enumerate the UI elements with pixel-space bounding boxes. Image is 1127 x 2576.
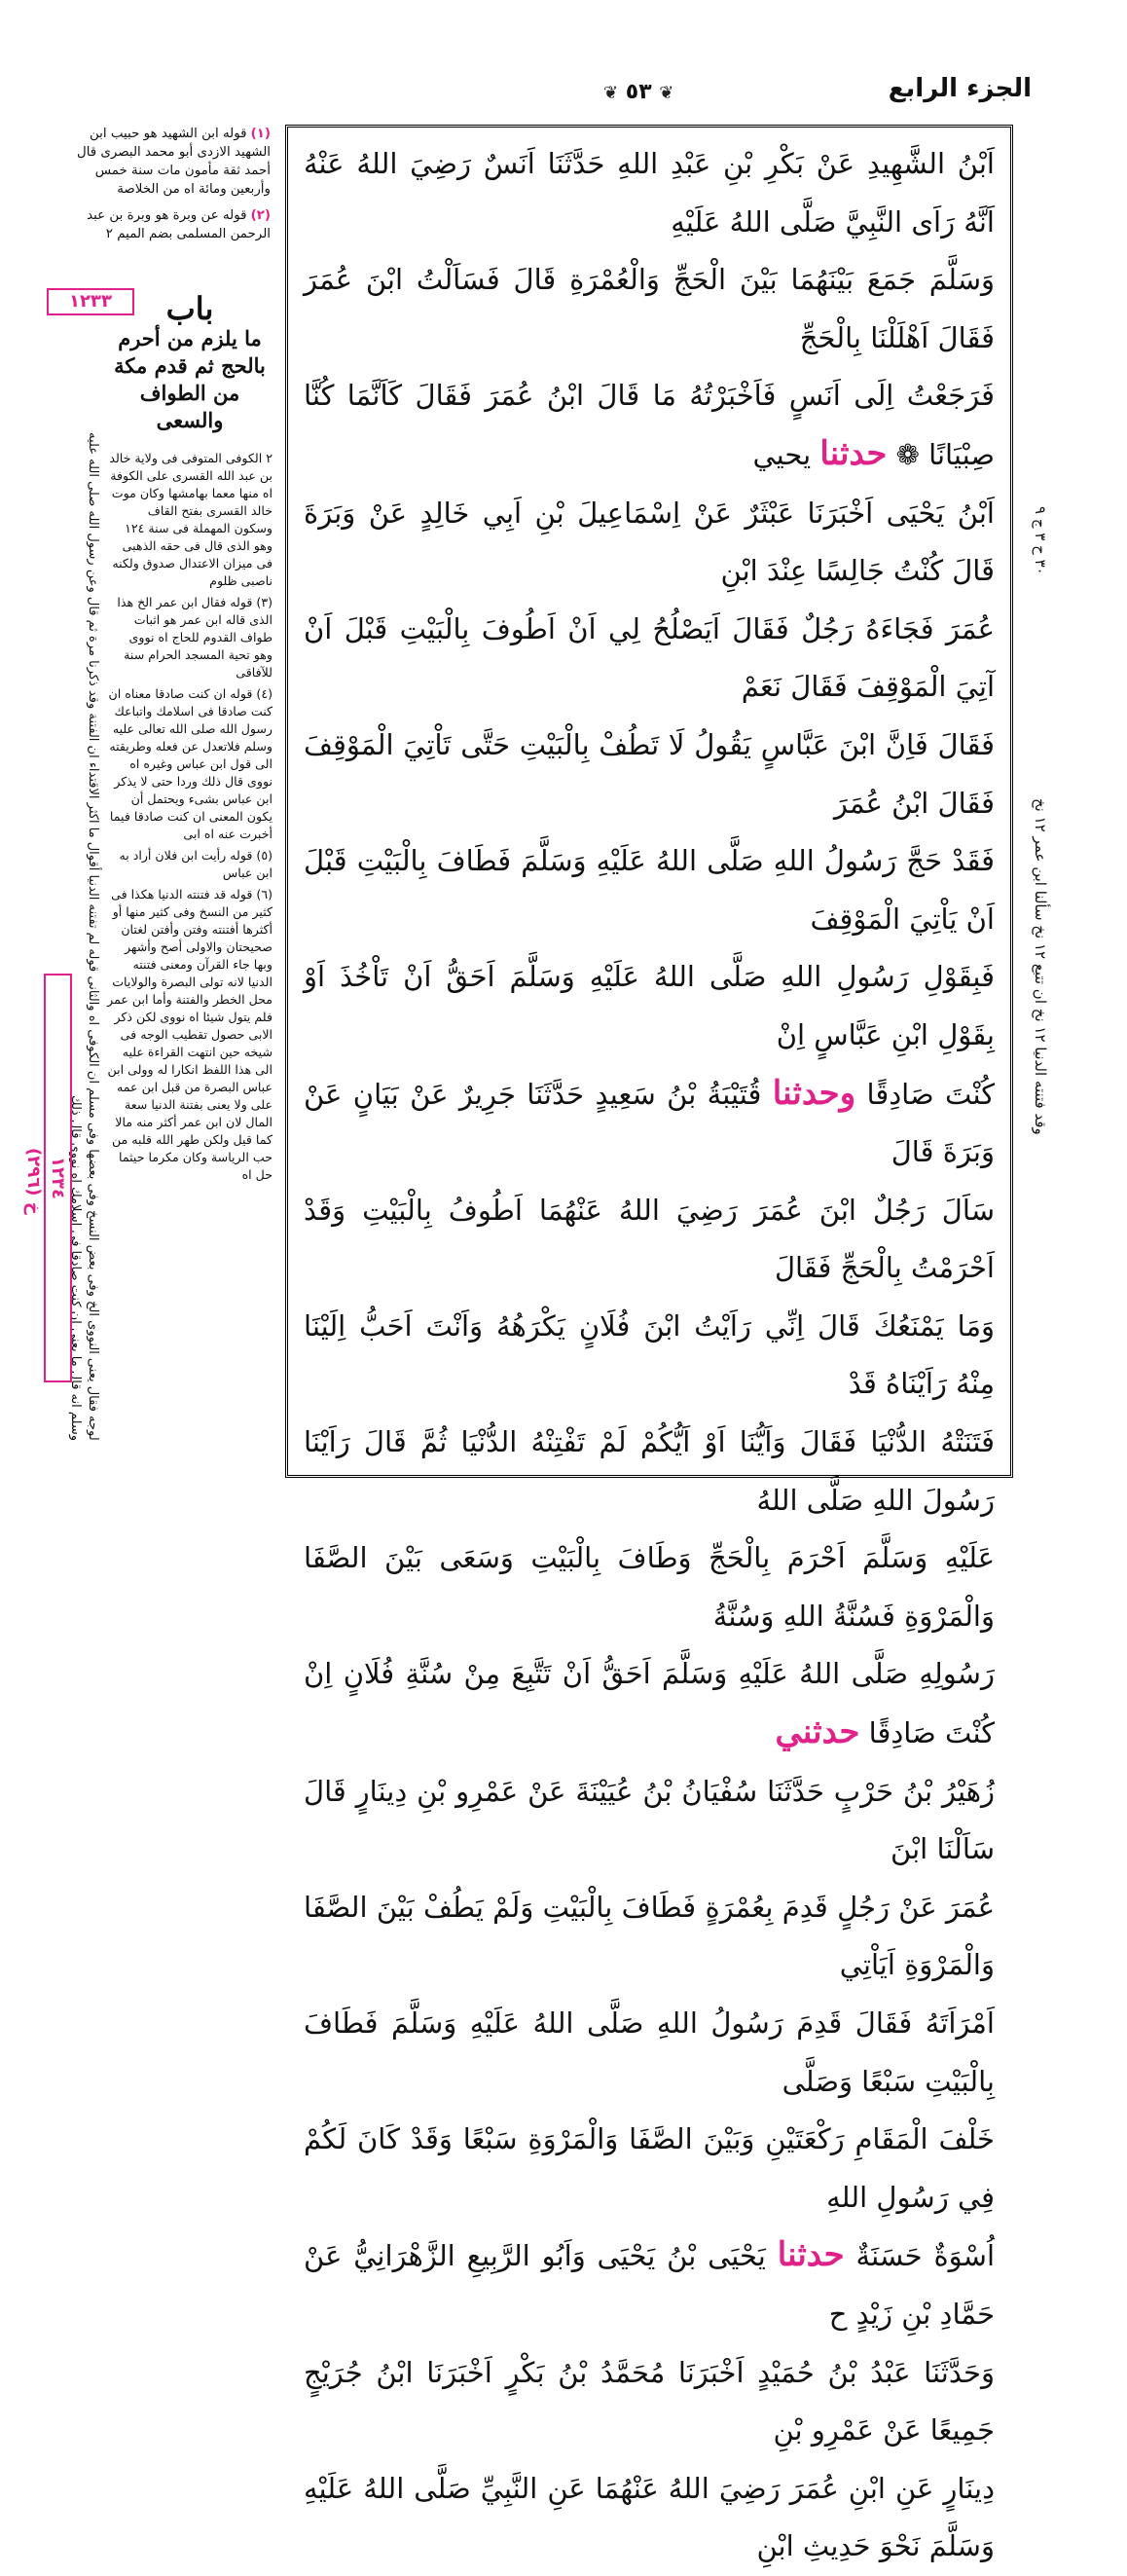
text-line: اَبْنُ الشَّهِيدِ عَنْ بَكْرِ بْنِ عَبْدِ اللهِ حَدَّثَنَا اَنَسٌ رَضِيَ اللهُ عَنْهُ اَنَّهُ رَاَى النَّبِيَّ صَلَّى اللهُ عَلَيْهِ	[304, 147, 995, 239]
commentary-note: (٦) قوله قد فتنته الدنيا هكذا فى كثير من النسخ وفى كثير منها أو أكثرها أفتنته وفتن وأفتن لغتان صحيحتان والاولى أصح وأشهر وبها جاء القرآن ومعنى فتنته الدنيا لانه تولى البصرة والولايات محل الخطر والفتنة وأما ابن عمر فلم يتول شيئا اه نووى لكن ذكر الابى حصول تقطيب الوجه فى شيخه حين انتهت القراءة عليه الى هذا اللفظ انكارا له وولى ابن عباس البصرة من قبل ابن عمه على ولا يعنى بفتنة الدنيا سعة المال لان ابن عمر أكثر منه مالا كما قيل ولكن طهر الله قلبه من حب الرياسة وكان مكرما حيثما حل اه	[107, 887, 273, 1182]
main-text-frame	[285, 125, 1013, 2563]
text-line	[304, 2226, 995, 2343]
text-line	[304, 1645, 995, 1762]
text-line: اَمْرَاَتَهُ فَقَالَ قَدِمَ رَسُولُ اللهِ صَلَّى اللهُ عَلَيْهِ وَسَلَّمَ فَطَافَ بِالْبَيْتِ سَبْعًا وَصَلَّى	[304, 2006, 995, 2098]
text-line-part: رَسُولِهِ صَلَّى اللهُ عَلَيْهِ وَسَلَّمَ اَحَقُّ اَنْ تَتَّبِعَ مِنْ سُنَّةِ فُلَانٍ اِنْ كُنْتَ صَادِقًا	[304, 1657, 995, 1750]
ornament-icon: ❦	[603, 83, 619, 103]
text-line: وَسَلَّمَ جَمَعَ بَيْنَهُمَا بَيْنَ الْحَجِّ وَالْعُمْرَةِ قَالَ فَسَاَلْتُ ابْنَ عُمَرَ فَقَالَ اَهْلَلْنَا بِالْحَجِّ	[304, 263, 995, 354]
text-line: خَلْفَ الْمَقَامِ رَكْعَتَيْنِ وَبَيْنَ الصَّفَا وَالْمَرْوَةِ سَبْعًا وَقَدْ كَانَ لَكُمْ فِي رَسُولِ اللهِ	[304, 2122, 995, 2214]
text-line: وَمَا يَمْنَعُكَ قَالَ اِنِّي رَاَيْتُ ابْنَ فُلَانٍ يَكْرَهُهُ وَاَنْتَ اَحَبُّ اِلَيْنَا مِنْهُ رَاَيْنَاهُ قَدْ	[304, 1308, 995, 1401]
page-number	[603, 80, 673, 104]
footnote-number: (١)	[250, 127, 271, 141]
text-line: عُمَرَ عَنْ رَجُلٍ قَدِمَ بِعُمْرَةٍ فَطَافَ بِالْبَيْتِ وَلَمْ يَطُفْ بَيْنَ الصَّفَا وَالْمَرْوَةِ اَيَاْتِي	[304, 1890, 995, 1982]
juz-title: الجزء الرابع	[888, 74, 1032, 103]
top-footnotes	[76, 125, 271, 251]
text-line	[304, 1065, 995, 1182]
haddathana-label: حدثنا	[819, 433, 888, 473]
text-line-part: يَحْيَى بْنُ يَحْيَى وَاَبُو الرَّبِيعِ الزَّهْرَانِيُّ عَنْ حَمَّادِ بْنِ زَيْدٍ ح	[304, 2239, 995, 2331]
page-number-value: ٥٣	[625, 80, 652, 104]
commentary-note: (٥) قوله رأيت ابن فلان أراد به ابن عباس	[119, 848, 273, 880]
bab-block	[107, 292, 273, 434]
text-line-part: كُنْتَ صَادِقًا	[866, 1077, 996, 1111]
text-line: فَبِقَوْلِ رَسُولِ اللهِ صَلَّى اللهُ عَلَيْهِ وَسَلَّمَ اَحَقُّ اَنْ تَاْخُذَ اَوْ بِقَوْلِ ابْنِ عَبَّاسٍ اِنْ	[304, 960, 995, 1051]
haddathana-label-2: حدثنا	[777, 2235, 845, 2275]
vertical-hadith-marker	[23, 974, 72, 1382]
commentary-note: (٣) قوله فقال ابن عمر الخ هذا الذى قاله ابن عمر هو اثبات طواف القدوم للحاج اه نووى وهو تحية المسجد الحرام سنة للآفاقى	[117, 595, 273, 680]
footnote-text: قوله ابن الشهيد هو حبيب ابن الشهيد الازدى أبو محمد البصرى قال أحمد ثقة مأمون مات سنة خمس وأربعين ومائة اه من الخلاصة	[76, 127, 271, 197]
right-margin-note: وقد فتنته الدنيا ١٢ نخ ان تتبع ١٢ نخ سألنا ابن عمر ١٢ نخ	[1032, 798, 1049, 1135]
text-line: فَرَجَعْتُ اِلَى اَنَسٍ فَاَخْبَرْتُهُ مَا قَالَ ابْنُ عُمَرَ فَقَالَ كَاَنَّمَا كُنَّا صِبْيَانًا ❁ حدثنا يحيي	[304, 379, 995, 473]
text-line: فَقَالَ فَاِنَّ ابْنَ عَبَّاسٍ يَقُولُ لَا تَطُفْ بِالْبَيْتِ حَتَّى تَاْتِيَ الْمَوْقِفَ فَقَالَ ابْنُ عُمَرَ	[304, 727, 995, 820]
text-line: سَاَلَ رَجُلٌ ابْنَ عُمَرَ رَضِيَ اللهُ عَنْهُمَا اَطُوفُ بِالْبَيْتِ وَقَدْ اَحْرَمْتُ بِالْحَجِّ فَقَالَ	[304, 1193, 995, 1285]
ornament-icon: ❦	[659, 83, 674, 103]
wa-haddathana-label: وحدثنا	[772, 1073, 856, 1113]
text-line: زُهَيْرُ بْنُ حَرْبٍ حَدَّثَنَا سُفْيَانُ بْنُ عُيَيْنَةَ عَنْ عَمْرِو بْنِ دِينَارٍ قَالَ سَاَلْنَا ابْنَ	[304, 1774, 995, 1866]
text-line: عُمَرَ فَجَاءَهُ رَجُلٌ فَقَالَ اَيَصْلُحُ لِي اَنْ اَطُوفَ بِالْبَيْتِ قَبْلَ اَنْ آتِيَ الْمَوْقِفَ فَقَالَ نَعَمْ	[304, 611, 995, 704]
page-header	[282, 68, 1032, 127]
haddathani-label: حدثني	[775, 1712, 860, 1752]
vertical-hadith-number: ١٢٣٤	[44, 974, 72, 1382]
right-margin-note: ٣٠ ح ٣ ج ٩	[1032, 506, 1049, 575]
footnote-text: قوله عن وبرة هو وبرة بن عبد الرحمن المسلمى بضم الميم ٢	[87, 208, 271, 241]
commentary-note: (٤) قوله ان كنت صادقا معناه ان كنت صادقا فى اسلامك واتباعك رسول الله صلى الله تعالى عليه وسلم فلاتعدل عن فعله وطريقته الى قول ابن عباس وغيره اه نووى قال ذلك وردا حتى لا يذكر ابن عباس بشىء ويحتمل أن يكون المعنى ان كنت صادقا فيما أخبرت عنه اه ابى	[108, 686, 273, 841]
text-line-part: يحيي	[752, 437, 812, 471]
text-line-part: فَرَجَعْتُ اِلَى اَنَسٍ فَاَخْبَرْتُهُ مَا قَالَ ابْنُ عُمَرَ فَقَالَ كَاَنَّمَا كُنَّا صِبْيَانًا	[304, 379, 995, 471]
bab-heading: ما يلزم من أحرم بالحج ثم قدم مكة من الطواف والسعى	[114, 326, 266, 432]
commentary	[107, 450, 273, 1188]
hadith-number-box: ١٢٣٣	[47, 288, 134, 315]
vertical-hadith-ref: (٢٩٦) خ	[23, 1147, 44, 1215]
footnote-number: (٢)	[250, 208, 271, 223]
vertical-commentary: لوجه فقال يعنى النووى الخ وفى بعض النسخ وفى بعضها وفى مسلم ان الكوفى اه والثانى قوله لم تفتنه الدنيا أقوال ما اكثر الاقتداء ان الفتنة وقد ذكرنا مرة ثم قال وعن رسول الله صلى الله عليه وسلم انه قال ما يعنى ان كنت صادقا فى اسلامك اه نووى قال ذلك	[68, 432, 100, 1441]
footnote	[76, 125, 271, 199]
text-line: فَقَدْ حَجَّ رَسُولُ اللهِ صَلَّى اللهُ عَلَيْهِ وَسَلَّمَ فَطَافَ بِالْبَيْتِ قَبْلَ اَنْ يَاْتِيَ الْمَوْقِفَ	[304, 844, 995, 936]
text-line-part: اُسْوَةٌ حَسَنَةٌ	[855, 2239, 995, 2273]
text-line: عَلَيْهِ وَسَلَّمَ اَحْرَمَ بِالْحَجِّ وَطَافَ بِالْبَيْتِ وَسَعَى بَيْنَ الصَّفَا وَالْمَرْوَةِ فَسُنَّةُ اللهِ وَسُنَّةُ	[304, 1541, 995, 1633]
text-line: اَبْنُ يَحْيَى اَخْبَرَنَا عَبْثَرٌ عَنْ اِسْمَاعِيلَ بْنِ اَبِي خَالِدٍ عَنْ وَبَرَةَ قَالَ كُنْتُ جَالِسًا عِنْدَ ابْنِ	[304, 496, 995, 588]
text-line: دِينَارٍ عَنِ ابْنِ عُمَرَ رَضِيَ اللهُ عَنْهُمَا عَنِ النَّبِيِّ صَلَّى اللهُ عَلَيْهِ وَسَلَّمَ نَحْوَ حَدِيثِ ابْنِ	[304, 2471, 995, 2563]
text-line-part: قُتَيْبَةُ بْنُ سَعِيدٍ حَدَّثَنَا جَرِيرٌ عَنْ بَيَانٍ عَنْ وَبَرَةَ قَالَ	[304, 1077, 995, 1169]
footnote	[76, 206, 271, 243]
bab-title: باب	[165, 290, 214, 327]
text-line: وَحَدَّثَنَا عَبْدُ بْنُ حُمَيْدٍ اَخْبَرَنَا مُحَمَّدُ بْنُ بَكْرٍ اَخْبَرَنَا ابْنُ جُرَيْجٍ جَمِيعًا عَنْ عَمْرِو بْنِ	[304, 2355, 995, 2447]
text-line: فَتَنَتْهُ الدُّنْيَا فَقَالَ وَاَيُّنَا اَوْ اَيُّكُمْ لَمْ تَفْتِنْهُ الدُّنْيَا ثُمَّ قَالَ رَاَيْنَا رَسُولَ اللهِ صَلَّى اللهُ	[304, 1425, 995, 1517]
commentary-note: ٢ الكوفى المتوفى فى ولاية خالد بن عبد الله القسرى على الكوفة اه منها معما بهامشها وكان موت خالد القسرى بفتح القاف وسكون المهملة فى سنة ١٢٤ وهو الذى قال فى حقه الذهبى فى ميزان الاعتدال صدوق ولكنه ناصبى ظلوم	[109, 451, 273, 588]
main-text	[304, 135, 995, 2576]
